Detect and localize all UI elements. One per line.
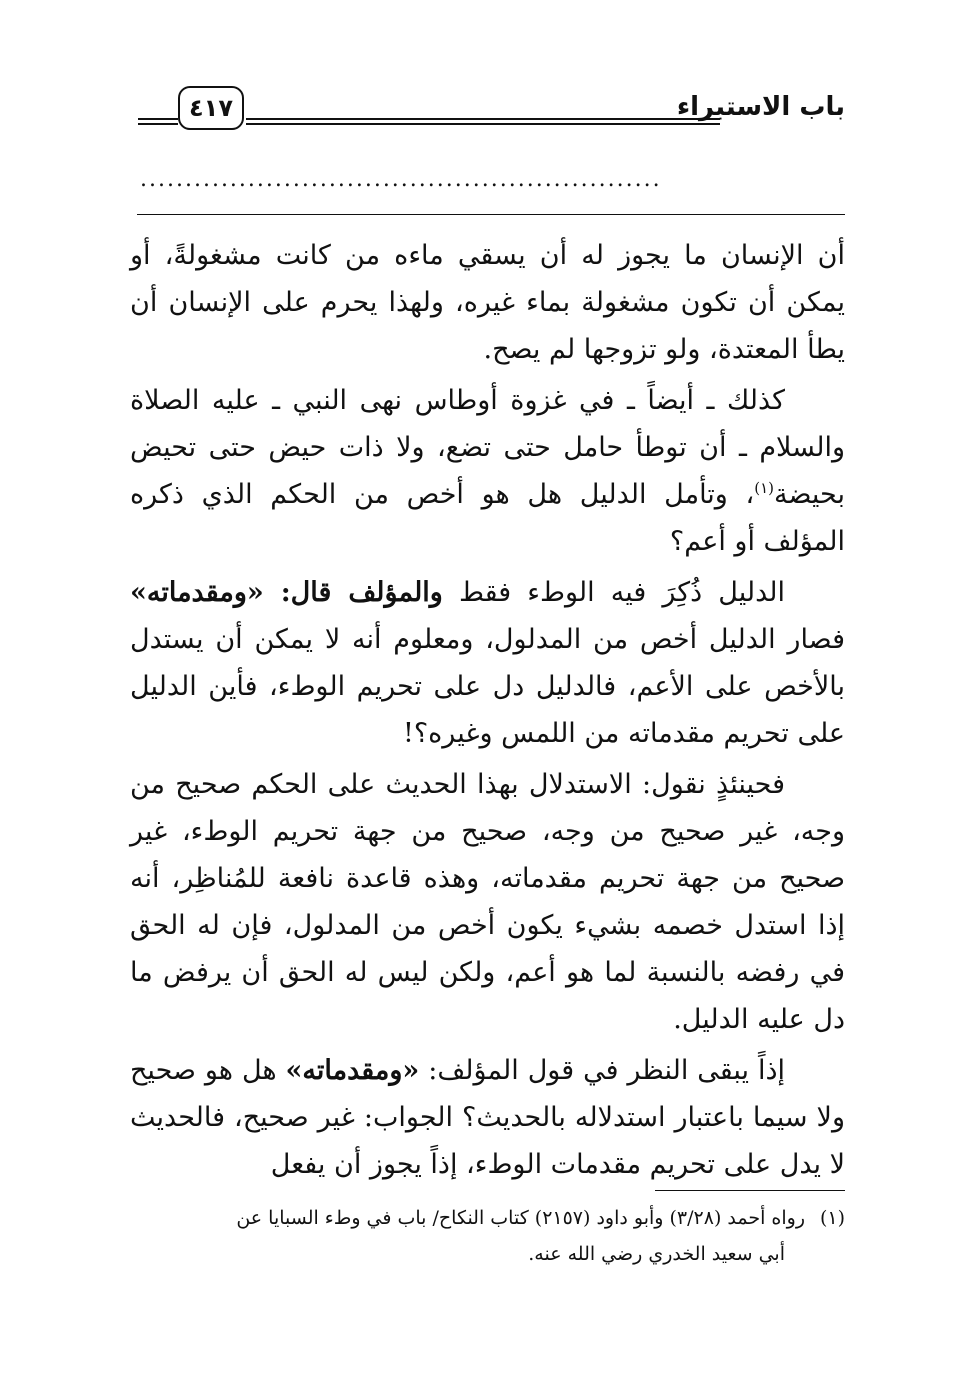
paragraph-3 xyxy=(130,569,845,757)
paragraph-2-text-a: كذلك ـ أيضاً ـ في غزوة أوطاس نهى النبي ـ عليه الصلاة والسلام ـ أن توطأ حامل حتى تضع، ولا ذات حيض حتى تحيض بحيضة xyxy=(130,385,845,510)
dotted-separator: .......................................................... xyxy=(140,168,662,192)
paragraph-3-quote: والمؤلف قال: «ومقدماته» xyxy=(130,577,443,608)
header-rule-right-top xyxy=(246,118,720,120)
top-separator-line xyxy=(137,214,845,215)
paragraph-3-text-b: فصار الدليل أخص من المدلول، ومعلوم أنه لا يمكن أن يستدل بالأخص على الأعم، فالدليل دل على تحريم الوطء، فأين الدليل على تحريم مقدماته من اللمس وغيره؟! xyxy=(130,624,845,749)
paragraph-4-text: فحينئذٍ نقول: الاستدلال بهذا الحديث على الحكم صحيح من وجه، غير صحيح من وجه، صحيح من جهة تحريم الوطء، غير صحيح من جهة تحريم مقدماته، وهذه قاعدة نافعة للمُناظِر، أنه إذا استدل خصمه بشيء يكون أخص من المدلول، فإن له الحق في رفضه بالنسبة لما هو أعم، ولكن ليس له الحق أن يرفض ما دل عليه الدليل. xyxy=(130,769,846,1035)
footnote-reference[interactable]: (١) xyxy=(754,479,775,497)
paragraph-2-text-b: ، وتأمل الدليل هل هو أخص من الحكم الذي ذكره المؤلف أو أعم؟ xyxy=(130,479,845,557)
footnote-separator xyxy=(655,1190,845,1191)
footnote-line-2: أبي سعيد الخدري رضي الله عنه. xyxy=(528,1243,785,1265)
paragraph-1-text: أن الإنسان ما يجوز له أن يسقي ماءه من كانت مشغولةً، أو يمكن أن تكون مشغولة بماء غيره، ولهذا يحرم على الإنسان أن يطأ المعتدة، ولو تزوجها لم يصح. xyxy=(130,240,845,365)
header-rule-left-top xyxy=(138,118,178,120)
page-number: ٤١٧ xyxy=(178,86,244,130)
paragraph-5-text-a: إذاً يبقى النظر في قول المؤلف: xyxy=(419,1055,785,1086)
header-rule-right-bottom xyxy=(246,123,720,125)
paragraph-5-quote: «ومقدماته» xyxy=(285,1055,420,1086)
paragraph-5-text-b: هل هو صحيح ولا سيما باعتبار استدلاله بالحديث؟ الجواب: غير صحيح، فالحديث لا يدل على تحريم مقدمات الوطء، إذاً يجوز أن يفعل xyxy=(130,1055,845,1180)
header-rule-left-bottom xyxy=(138,123,178,125)
page-header xyxy=(130,82,845,138)
paragraph-3-text-a: الدليل ذُكِرَ فيه الوطء فقط xyxy=(442,577,786,608)
chapter-title: باب الاستبراء xyxy=(676,92,845,122)
footnote-number: (١) xyxy=(819,1207,845,1229)
paragraph-1 xyxy=(130,232,845,373)
footnote-text-1: رواه أحمد (٣/٢٨) وأبو داود (٢١٥٧) كتاب النكاح/ باب في وطء السبايا عن xyxy=(236,1207,805,1229)
footnote xyxy=(130,1200,845,1272)
footnote-line-1 xyxy=(130,1200,845,1236)
paragraph-2 xyxy=(130,377,845,565)
paragraph-4 xyxy=(130,761,845,1043)
paragraph-5 xyxy=(130,1047,845,1188)
main-text xyxy=(130,232,845,1192)
